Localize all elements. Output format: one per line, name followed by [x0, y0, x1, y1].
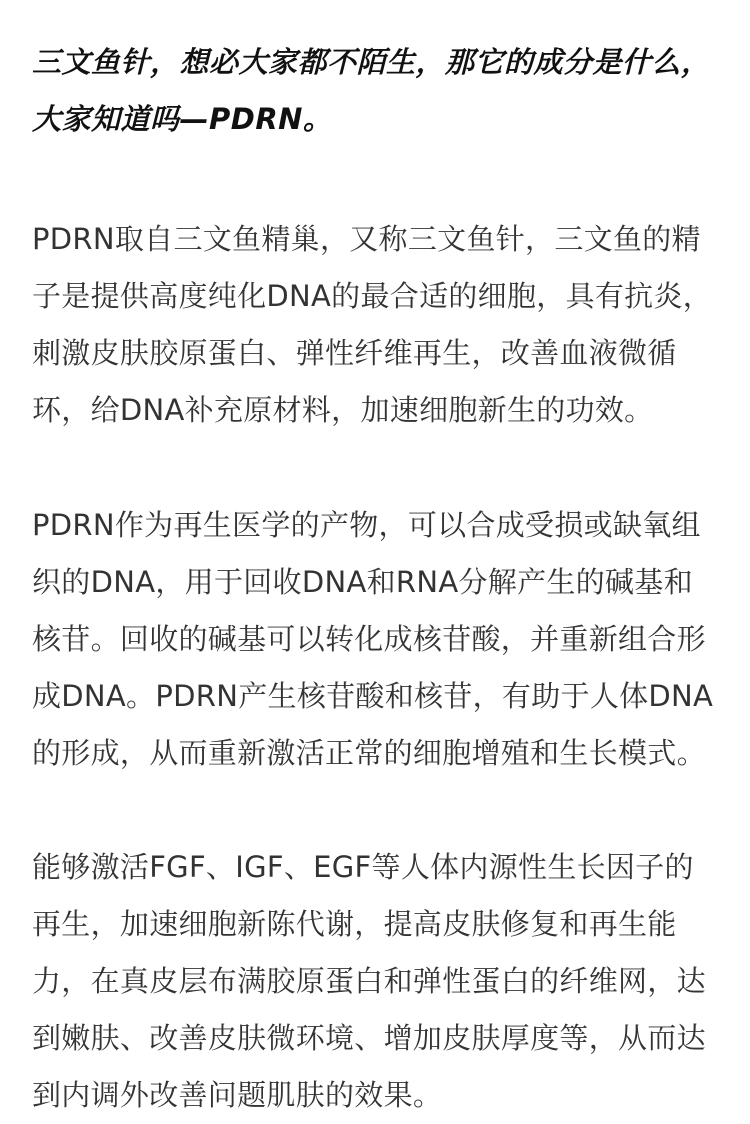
article-heading: 三文鱼针，想必大家都不陌生，那它的成分是什么，大家知道吗—PDRN。 — [32, 45, 711, 136]
article — [32, 0, 718, 1124]
paragraph-pdrn-regeneration: PDRN作为再生医学的产物，可以合成受损或缺氧组织的DNA，用于回收DNA和RNA分解产生的碱基和核苷。回收的碱基可以转化成核苷酸，并重新组合形成DNA。PDRN产生核苷酸和核苷，有助于人体DNA的形成，从而重新激活正常的细胞增殖和生长模式。 — [32, 508, 714, 770]
paragraph-pdrn-source: PDRN取自三文鱼精巢，又称三文鱼针，三文鱼的精子是提供高度纯化DNA的最合适的细胞，具有抗炎，刺激皮肤胶原蛋白、弹性纤维再生，改善血液微循环，给DNA补充原材料，加速细胞新生的功效。 — [32, 222, 713, 427]
paragraph-pdrn-growth-factors: 能够激活FGF、IGF、EGF等人体内源性生长因子的再生，加速细胞新陈代谢，提高皮肤修复和再生能力，在真皮层布满胶原蛋白和弹性蛋白的纤维网，达到嫩肤、改善皮肤微环境、增加皮肤厚度等，从而达到内调外改善问题肌肤的效果。 — [32, 850, 706, 1112]
